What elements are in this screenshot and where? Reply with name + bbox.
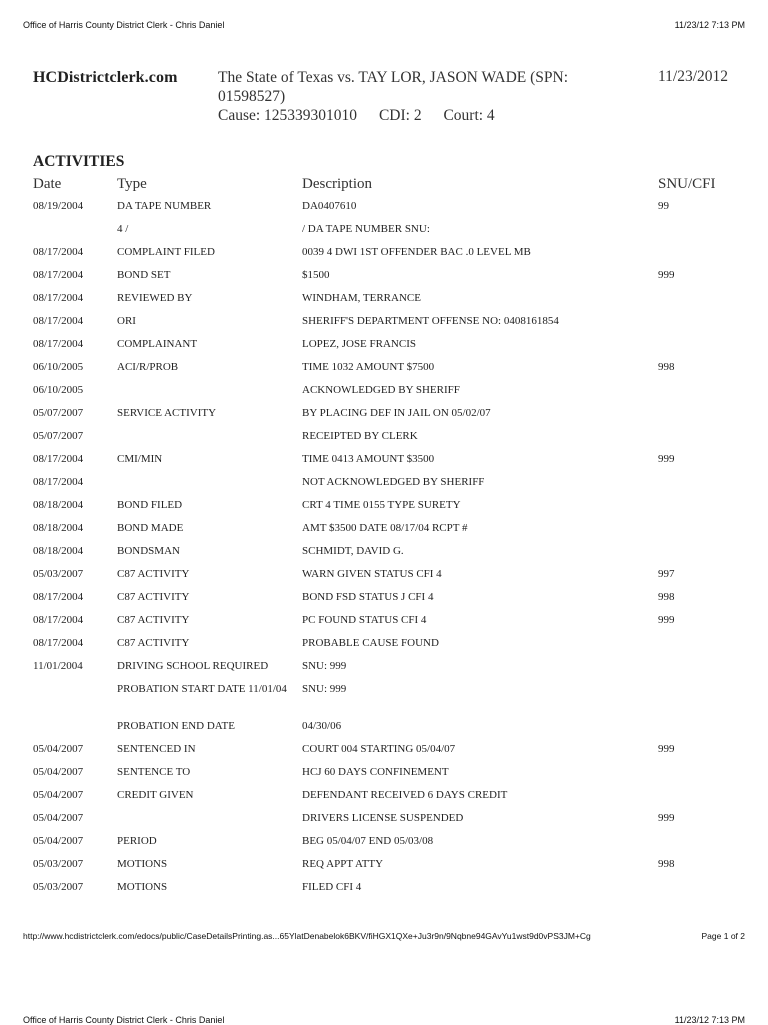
table-header bbox=[0, 176, 768, 196]
cell-type: BOND SET bbox=[117, 269, 171, 281]
cell-description: / DA TAPE NUMBER SNU: bbox=[302, 223, 430, 235]
cell-description: DA0407610 bbox=[302, 200, 357, 212]
cell-date: 08/18/2004 bbox=[33, 522, 84, 534]
cell-date: 08/17/2004 bbox=[33, 315, 84, 327]
cell-snu-cfi: 999 bbox=[658, 269, 675, 281]
cell-date: 05/07/2007 bbox=[33, 407, 84, 419]
table-row bbox=[0, 268, 768, 291]
cell-type: C87 ACTIVITY bbox=[117, 637, 190, 649]
activities-table bbox=[0, 199, 768, 903]
case-title: The State of Texas vs. TAY LOR, JASON WADE (SPN: 01598527) bbox=[218, 69, 569, 105]
print-header-datetime: 11/23/12 7:13 PM bbox=[674, 1015, 745, 1025]
cell-type: CREDIT GIVEN bbox=[117, 789, 194, 801]
cell-description: SNU: 999 bbox=[302, 660, 347, 672]
cell-snu-cfi: 998 bbox=[658, 591, 675, 603]
cell-snu-cfi: 999 bbox=[658, 812, 675, 824]
cell-snu-cfi: 99 bbox=[658, 200, 669, 212]
cell-type: DRIVING SCHOOL REQUIRED bbox=[117, 660, 269, 672]
cell-date: 08/17/2004 bbox=[33, 338, 84, 350]
cell-description: NOT ACKNOWLEDGED BY SHERIFF bbox=[302, 476, 485, 488]
cell-type: CMI/MIN bbox=[117, 453, 163, 465]
cell-description: TIME 1032 AMOUNT $7500 bbox=[302, 361, 435, 373]
cell-type: COMPLAINANT bbox=[117, 338, 198, 350]
case-court: Court: 4 bbox=[443, 107, 495, 124]
cell-type: BOND FILED bbox=[117, 499, 183, 511]
cell-description: $1500 bbox=[302, 269, 330, 281]
print-header-datetime: 11/23/12 7:13 PM bbox=[674, 20, 745, 30]
cell-type: PERIOD bbox=[117, 835, 157, 847]
table-row bbox=[0, 811, 768, 834]
table-row bbox=[0, 567, 768, 590]
cell-date: 05/04/2007 bbox=[33, 789, 84, 801]
table-row bbox=[0, 590, 768, 613]
cell-date: 08/17/2004 bbox=[33, 453, 84, 465]
cell-date: 05/03/2007 bbox=[33, 881, 84, 893]
cell-snu-cfi: 998 bbox=[658, 361, 675, 373]
cell-type: BONDSMAN bbox=[117, 545, 180, 557]
table-row bbox=[0, 521, 768, 544]
table-row bbox=[0, 475, 768, 498]
site-name-link[interactable]: HCDistrictclerk.com bbox=[33, 69, 178, 86]
print-footer bbox=[23, 931, 745, 941]
cell-type: DA TAPE NUMBER bbox=[117, 200, 212, 212]
case-cdi: CDI: 2 bbox=[378, 107, 422, 124]
cell-snu-cfi: 998 bbox=[658, 858, 675, 870]
table-row bbox=[0, 765, 768, 788]
table-row bbox=[0, 613, 768, 636]
cell-date: 05/04/2007 bbox=[33, 812, 84, 824]
section-title: ACTIVITIES bbox=[33, 153, 125, 170]
cell-description: SCHMIDT, DAVID G. bbox=[302, 545, 404, 557]
cell-type: MOTIONS bbox=[117, 881, 168, 893]
cell-snu-cfi: 999 bbox=[658, 614, 675, 626]
print-header-title: Office of Harris County District Clerk - Chris Daniel bbox=[23, 1015, 225, 1025]
cell-type: ACI/R/PROB bbox=[117, 361, 179, 373]
cell-date: 08/19/2004 bbox=[33, 200, 84, 212]
cell-description: BEG 05/04/07 END 05/03/08 bbox=[302, 835, 434, 847]
cell-date: 08/17/2004 bbox=[33, 269, 84, 281]
cell-description: DRIVERS LICENSE SUSPENDED bbox=[302, 812, 464, 824]
cell-date: 08/17/2004 bbox=[33, 476, 84, 488]
cell-description: TIME 0413 AMOUNT $3500 bbox=[302, 453, 435, 465]
cell-type: MOTIONS bbox=[117, 858, 168, 870]
cell-description: BY PLACING DEF IN JAIL ON 05/02/07 bbox=[302, 407, 491, 419]
cell-type: 4 / bbox=[117, 223, 129, 235]
cell-description: AMT $3500 DATE 08/17/04 RCPT # bbox=[302, 522, 468, 534]
cell-date: 06/10/2005 bbox=[33, 384, 84, 396]
column-header-description: Description bbox=[302, 176, 372, 192]
cell-date: 05/03/2007 bbox=[33, 568, 84, 580]
cell-description: 0039 4 DWI 1ST OFFENDER BAC .0 LEVEL MB bbox=[302, 246, 531, 258]
table-row bbox=[0, 682, 768, 719]
footer-page-number: Page 1 of 2 bbox=[701, 931, 745, 941]
cell-description: SHERIFF'S DEPARTMENT OFFENSE NO: 0408161854 bbox=[302, 315, 559, 327]
table-row bbox=[0, 245, 768, 268]
table-row bbox=[0, 788, 768, 811]
cell-snu-cfi: 999 bbox=[658, 743, 675, 755]
cell-description: RECEIPTED BY CLERK bbox=[302, 430, 418, 442]
cell-snu-cfi: 997 bbox=[658, 568, 675, 580]
cell-type: C87 ACTIVITY bbox=[117, 614, 190, 626]
cell-type: PROBATION START DATE 11/01/04 bbox=[117, 683, 287, 695]
cell-description: PC FOUND STATUS CFI 4 bbox=[302, 614, 427, 626]
cell-description: PROBABLE CAUSE FOUND bbox=[302, 637, 439, 649]
table-row bbox=[0, 429, 768, 452]
table-row bbox=[0, 291, 768, 314]
cell-date: 05/04/2007 bbox=[33, 743, 84, 755]
cell-type: SERVICE ACTIVITY bbox=[117, 407, 217, 419]
table-row bbox=[0, 199, 768, 222]
cell-date: 08/17/2004 bbox=[33, 246, 84, 258]
table-row bbox=[0, 719, 768, 742]
case-info bbox=[218, 68, 598, 125]
cell-date: 08/17/2004 bbox=[33, 614, 84, 626]
table-row bbox=[0, 742, 768, 765]
cell-description: FILED CFI 4 bbox=[302, 881, 362, 893]
table-row bbox=[0, 636, 768, 659]
table-row bbox=[0, 857, 768, 880]
table-row bbox=[0, 452, 768, 475]
cell-description: LOPEZ, JOSE FRANCIS bbox=[302, 338, 416, 350]
cell-date: 08/18/2004 bbox=[33, 499, 84, 511]
table-row bbox=[0, 544, 768, 567]
print-header bbox=[23, 20, 745, 30]
cell-type: SENTENCE TO bbox=[117, 766, 191, 778]
cell-description: ACKNOWLEDGED BY SHERIFF bbox=[302, 384, 460, 396]
cell-type: C87 ACTIVITY bbox=[117, 591, 190, 603]
cell-description: BOND FSD STATUS J CFI 4 bbox=[302, 591, 434, 603]
table-row bbox=[0, 383, 768, 406]
cell-date: 05/03/2007 bbox=[33, 858, 84, 870]
table-row bbox=[0, 880, 768, 903]
table-row bbox=[0, 222, 768, 245]
cell-date: 08/17/2004 bbox=[33, 637, 84, 649]
cell-description: 04/30/06 bbox=[302, 720, 342, 732]
cell-date: 05/07/2007 bbox=[33, 430, 84, 442]
cell-description: WINDHAM, TERRANCE bbox=[302, 292, 421, 304]
cell-type: BOND MADE bbox=[117, 522, 184, 534]
column-header-type: Type bbox=[117, 176, 147, 192]
table-row bbox=[0, 337, 768, 360]
cell-description: WARN GIVEN STATUS CFI 4 bbox=[302, 568, 442, 580]
case-cause: Cause: 125339301010 bbox=[218, 107, 358, 124]
cell-description: DEFENDANT RECEIVED 6 DAYS CREDIT bbox=[302, 789, 508, 801]
cell-date: 08/17/2004 bbox=[33, 292, 84, 304]
cell-date: 05/04/2007 bbox=[33, 766, 84, 778]
cell-date: 08/17/2004 bbox=[33, 591, 84, 603]
column-header-snu-cfi: SNU/CFI bbox=[658, 176, 716, 192]
cell-snu-cfi: 999 bbox=[658, 453, 675, 465]
print-header-title: Office of Harris County District Clerk - Chris Daniel bbox=[23, 20, 225, 30]
cell-date: 11/01/2004 bbox=[33, 660, 83, 672]
cell-date: 05/04/2007 bbox=[33, 835, 84, 847]
table-row bbox=[0, 834, 768, 857]
cell-date: 08/18/2004 bbox=[33, 545, 84, 557]
cell-description: CRT 4 TIME 0155 TYPE SURETY bbox=[302, 499, 461, 511]
cell-description: SNU: 999 bbox=[302, 683, 347, 695]
cell-type: COMPLAINT FILED bbox=[117, 246, 215, 258]
cell-description: HCJ 60 DAYS CONFINEMENT bbox=[302, 766, 449, 778]
case-date: 11/23/2012 bbox=[658, 68, 729, 85]
cell-description: COURT 004 STARTING 05/04/07 bbox=[302, 743, 456, 755]
table-row bbox=[0, 498, 768, 521]
cell-date: 06/10/2005 bbox=[33, 361, 84, 373]
case-identifiers bbox=[218, 106, 598, 125]
table-row bbox=[0, 360, 768, 383]
cell-type: ORI bbox=[117, 315, 136, 327]
cell-type: PROBATION END DATE bbox=[117, 720, 235, 732]
footer-url: http://www.hcdistrictclerk.com/edocs/public/CaseDetailsPrinting.as...65YlatDenabelok6BKV/fiHGX1QXe+Ju3r9n/9Nqbne94GAvYu1wst9d0vPS3JM+Cg bbox=[23, 931, 591, 941]
cell-type: SENTENCED IN bbox=[117, 743, 196, 755]
column-header-date: Date bbox=[33, 176, 62, 192]
cell-type: REVIEWED BY bbox=[117, 292, 193, 304]
cell-description: REQ APPT ATTY bbox=[302, 858, 384, 870]
table-row bbox=[0, 406, 768, 429]
table-row bbox=[0, 659, 768, 682]
cell-type: C87 ACTIVITY bbox=[117, 568, 190, 580]
table-row bbox=[0, 314, 768, 337]
